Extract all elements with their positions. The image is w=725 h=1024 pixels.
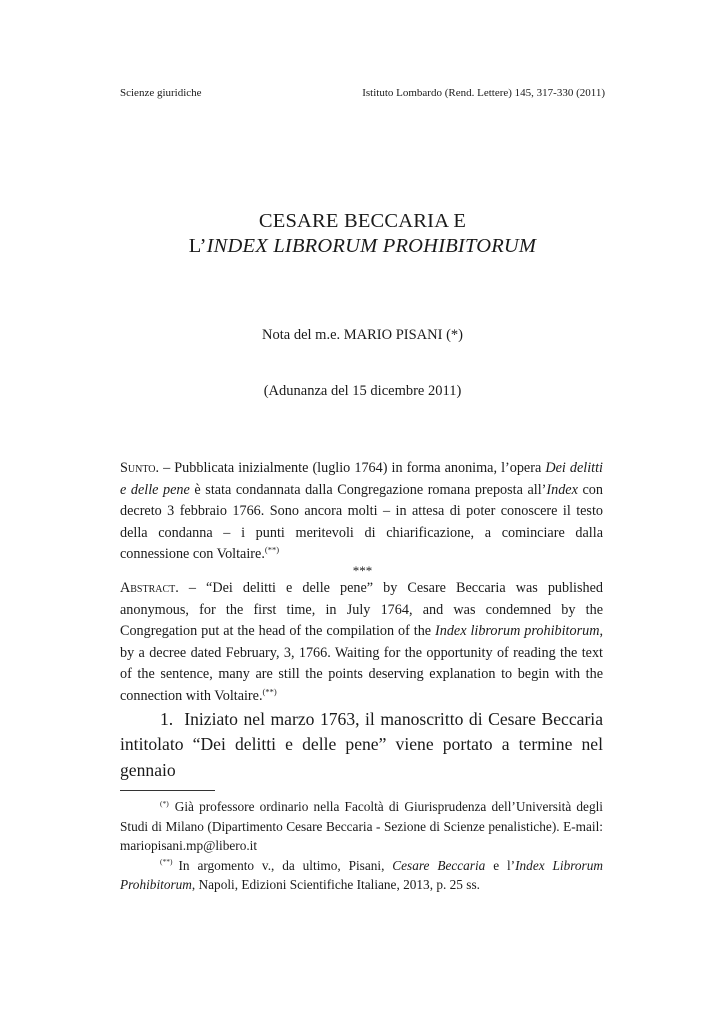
sunto-paragraph — [120, 458, 603, 566]
sunto-label: Sunto. — [120, 460, 160, 476]
sunto-text: con decreto 3 febbraio 1766. Sono ancora molti – in attesa di poter conoscere il testo della condanna – i punti meritevoli di chiarificazione, a cominciare dalla connessione con Voltaire. — [120, 481, 603, 563]
footnote-1 — [120, 797, 603, 856]
footnote-reference: (**) — [262, 686, 277, 697]
section-number: 1. — [160, 709, 174, 729]
body-text: Iniziato nel marzo 1763, il manoscritto di Cesare Beccaria intitolato “Dei delitti e delle pene” viene portato a termine nel gennaio — [120, 709, 604, 780]
meeting-line: (Adunanza del 15 dicembre 2011) — [263, 383, 462, 399]
abstract-italic: Index librorum prohibitorum — [435, 623, 600, 640]
author-line: Nota del m.e. MARIO PISANI (*) — [262, 327, 463, 343]
running-header-right: Istituto Lombardo (Rend. Lettere) 145, 317-330 (2011) — [362, 87, 605, 99]
abstract-text: , by a decree dated February, 3, 1766. Waiting for the opportunity of reading the text of the sentence, many are still the points deserving explanation to begin with the connection with Voltaire. — [120, 623, 603, 704]
footnote-text: e l’ — [485, 857, 516, 873]
sunto-italic: Dei delitti e delle pene — [120, 460, 603, 498]
footnote-mark: (*) — [160, 798, 169, 808]
article-title-line2 — [0, 235, 725, 258]
abstract-paragraph — [120, 578, 603, 708]
footnotes — [120, 797, 603, 895]
section-separator: *** — [352, 563, 373, 578]
article-title-line1: CESARE BECCARIA E — [258, 210, 467, 232]
footnote-text: Già professore ordinario nella Facoltà di Giurisprudenza dell’Università degli Studi di Milano (Dipartimento Cesare Beccaria - Sezione di Scienze penalistiche). E-mail: mariopisani.mp@libero.it — [120, 799, 603, 853]
body-paragraph — [120, 707, 603, 783]
footnote-divider — [120, 790, 215, 791]
sunto-italic: Index — [546, 481, 578, 498]
footnote-italic: Cesare Beccaria — [392, 857, 486, 873]
footnote-italic: Index Librorum Prohibitorum — [120, 857, 603, 892]
footnote-text: In argomento v., da ultimo, Pisani, — [178, 857, 393, 873]
running-header-left: Scienze giuridiche — [120, 87, 202, 99]
sunto-text: – Pubblicata inizialmente (luglio 1764) in forma anonima, l’opera — [159, 460, 546, 476]
abstract-text: – “Dei delitti e delle pene” by Cesare Beccaria was published anonymous, for the first time, in July 1764, and was condemned by the Congregation put at the head of the compilation of the — [120, 580, 603, 640]
footnote-mark: (**) — [160, 857, 173, 867]
footnote-2 — [120, 856, 603, 895]
sunto-text: è stata condannata dalla Congregazione romana preposta all’ — [189, 481, 547, 498]
footnote-text: , Napoli, Edizioni Scientifiche Italiane, 2013, p. 25 ss. — [191, 877, 480, 892]
title-italic: INDEX LIBRORUM PROHIBITORUM — [206, 235, 537, 257]
title-prefix: L’ — [188, 235, 207, 257]
abstract-label: Abstract. — [120, 580, 179, 596]
footnote-reference: (**) — [264, 544, 280, 555]
